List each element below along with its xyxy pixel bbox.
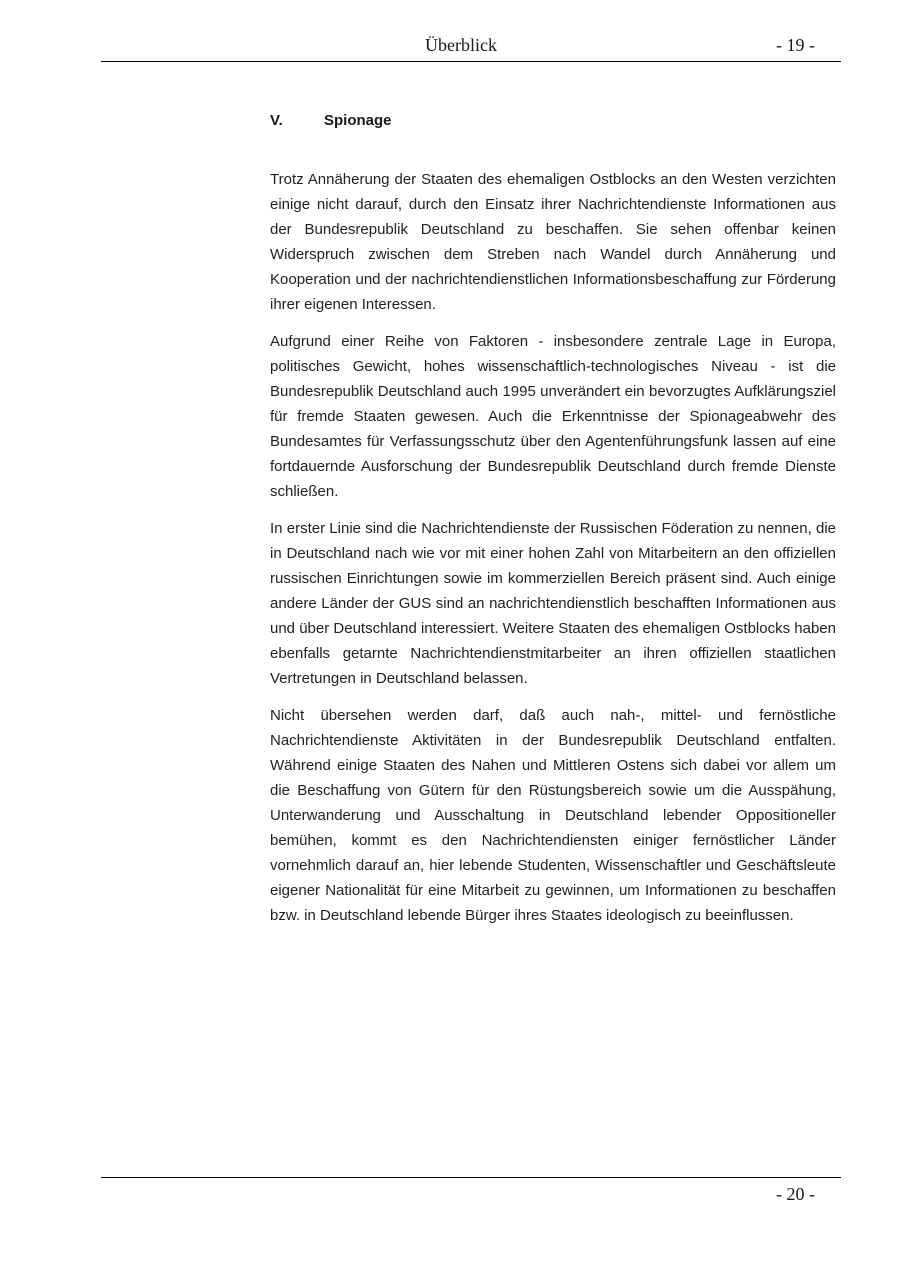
footer-rule — [101, 1177, 841, 1178]
header-title: Überblick — [425, 35, 497, 55]
paragraph: Trotz Annäherung der Staaten des ehemaligen Ostblocks an den Westen verzichten einige nicht darauf, durch den Einsatz ihrer Nachrichtendienste Informationen aus der Bundesrepublik Deutschland zu beschaffen. Sie sehen offenbar keinen Widerspruch zwischen dem Streben nach Wandel durch Annäherung und Kooperation und der nachrichtendienstlichen Informationsbeschaffung zur Förderung ihrer eigenen Interessen. — [270, 171, 836, 313]
section-title: Spionage — [324, 112, 392, 129]
paragraph: Aufgrund einer Reihe von Faktoren - insbesondere zentrale Lage in Europa, politisches Gewicht, hohes wissenschaftlich-technologisches Niveau - ist die Bundesrepublik Deutschland auch 1995 unverändert ein bevorzugtes Aufklärungsziel für fremde Staaten gewesen. Auch die Erkenntnisse der Spionageabwehr des Bundesamtes für Verfassungsschutz über den Agentenführungsfunk lassen auf eine fortdauernde Ausforschung der Bundesrepublik Deutschland durch fremde Dienste schließen. — [270, 333, 836, 500]
paragraph: In erster Linie sind die Nachrichtendienste der Russischen Föderation zu nennen, die in Deutschland nach wie vor mit einer hohen Zahl von Mitarbeitern an den offiziellen russischen Einrichtungen sowie im kommerziellen Bereich präsent sind. Auch einige andere Länder der GUS sind an nachrichtendienstlich beschafften Informationen aus und über Deutschland interessiert. Weitere Staaten des ehemaligen Ostblocks haben ebenfalls getarnte Nachrichtendienstmitarbeiter an ihren offiziellen staatlichen Vertretungen in Deutschland belassen. — [270, 520, 836, 687]
footer-page-number: - 20 - — [776, 1184, 815, 1204]
paragraph: Nicht übersehen werden darf, daß auch nah-, mittel- und fernöstliche Nachrichtendienste Aktivitäten in der Bundesrepublik Deutschland entfalten. Während einige Staaten des Nahen und Mittleren Ostens sich dabei vor allem um die Beschaffung von Gütern für den Rüstungsbereich sowie um die Ausspähung, Unterwanderung und Ausschaltung in Deutschland lebender Oppositioneller bemühen, kommt es den Nachrichtendiensten einiger fernöstlicher Länder vornehmlich darauf an, hier lebende Studenten, Wissenschaftler und Geschäftsleute eigener Nationalität für eine Mitarbeit zu gewinnen, um Informationen zu beschaffen bzw. in Deutschland lebende Bürger ihres Staates ideologisch zu beeinflussen. — [270, 707, 836, 924]
running-header — [101, 33, 841, 59]
section-number: V. — [270, 112, 283, 129]
header-rule — [101, 61, 841, 62]
header-page-number: - 19 - — [776, 35, 815, 55]
section-heading — [270, 112, 392, 129]
body-text — [270, 167, 836, 940]
